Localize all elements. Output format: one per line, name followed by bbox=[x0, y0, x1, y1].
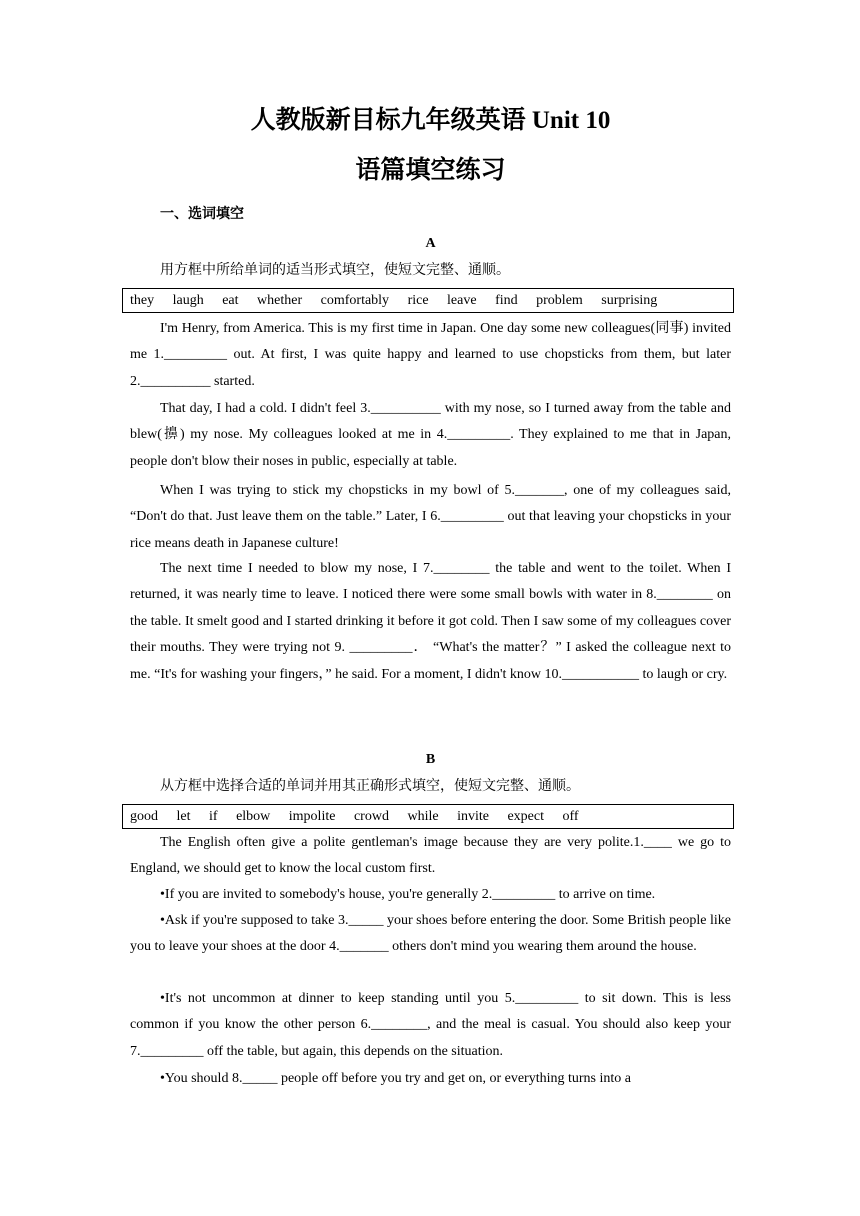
word-bank-item: laugh bbox=[172, 293, 204, 308]
word-bank-item: rice bbox=[407, 293, 429, 308]
word-bank-item: impolite bbox=[288, 809, 336, 824]
part-b-word-box bbox=[122, 804, 734, 829]
part-b-paragraph-5: •You should 8._____ people off before you try and get on, or everything turns into a bbox=[160, 1071, 631, 1086]
part-a-paragraph-2: That day, I had a cold. I didn't feel 3.__________ with my nose, so I turned away from the table and blew(擤) my nose. My colleagues looked at me in 4._________. They explained to me that in Japan, people don't blow their noses in public, especially at table. bbox=[130, 401, 731, 469]
word-bank-item: off bbox=[562, 809, 579, 824]
word-bank-item: good bbox=[130, 809, 158, 824]
word-bank-item: comfortably bbox=[320, 293, 390, 308]
part-a-label: A bbox=[425, 236, 436, 251]
document-subtitle: 语篇填空练习 bbox=[355, 157, 506, 184]
word-bank-item: elbow bbox=[236, 809, 271, 824]
part-a-paragraph-4: The next time I needed to blow my nose, I 7.________ the table and went to the toilet. When I returned, it was nearly time to leave. I noticed there were some small bowls with water in 8.________ on the table. It smelt good and I started drinking it before it got cold. Then I saw some of my colleagues cover their mouths. They were trying not 9. _________． “What's the matter？” I asked the colleague next to me. “It's for washing your fingers，” he said. For a moment, I didn't know 10.___________ to laugh or cry. bbox=[130, 561, 731, 682]
word-bank-item: whether bbox=[257, 293, 303, 308]
word-bank-item: expect bbox=[507, 809, 544, 824]
word-bank-item: while bbox=[407, 809, 439, 824]
word-bank-item: surprising bbox=[601, 293, 658, 308]
word-bank-item: invite bbox=[457, 809, 489, 824]
section-heading: 一、选词填空 bbox=[160, 206, 244, 222]
part-b-paragraph-3: •Ask if you're supposed to take 3._____ your shoes before entering the door. Some British people like you to leave your shoes at the door 4._______ others don't mind you wearing them around the house. bbox=[130, 913, 731, 955]
part-b-label: B bbox=[425, 752, 436, 767]
part-b-paragraph-1: The English often give a polite gentleman's image because they are very polite.1.____ we go to England, we should get to know the local custom first. bbox=[130, 835, 731, 877]
word-bank-item: crowd bbox=[353, 809, 389, 824]
word-bank-item: find bbox=[495, 293, 518, 308]
word-bank-item: leave bbox=[447, 293, 477, 308]
part-a-paragraph-1: I'm Henry, from America. This is my first time in Japan. One day some new colleagues(同事) invited me 1._________ out. At first, I was quite happy and learned to use chopsticks from them, but later 2.__________ started. bbox=[130, 321, 731, 389]
part-a-instruction: 用方框中所给单词的适当形式填空，使短文完整、通顺。 bbox=[160, 262, 510, 278]
part-b-instruction: 从方框中选择合适的单词并用其正确形式填空，使短文完整、通顺。 bbox=[160, 778, 580, 794]
part-a-paragraph-3: When I was trying to stick my chopsticks in my bowl of 5._______, one of my colleagues said, “Don't do that. Just leave them on the table.” Later, I 6._________ out that leaving your chopsticks in your rice means death in Japanese culture! bbox=[130, 483, 731, 551]
word-bank-item: let bbox=[176, 809, 191, 824]
part-b-paragraph-2: •If you are invited to somebody's house, you're generally 2._________ to arrive on time. bbox=[160, 887, 656, 902]
word-bank-item: they bbox=[130, 293, 155, 308]
word-bank-item: if bbox=[209, 809, 218, 824]
word-bank-item: eat bbox=[222, 293, 239, 308]
part-a-word-box bbox=[122, 288, 734, 313]
part-b-paragraph-4: •It's not uncommon at dinner to keep standing until you 5._________ to sit down. This is less common if you know the other person 6.________, and the meal is casual. You should also keep your 7._________ off the table, but again, this depends on the situation. bbox=[130, 991, 731, 1059]
word-bank-item: problem bbox=[536, 293, 583, 308]
document-title: 人教版新目标九年级英语 Unit 10 bbox=[250, 107, 611, 134]
